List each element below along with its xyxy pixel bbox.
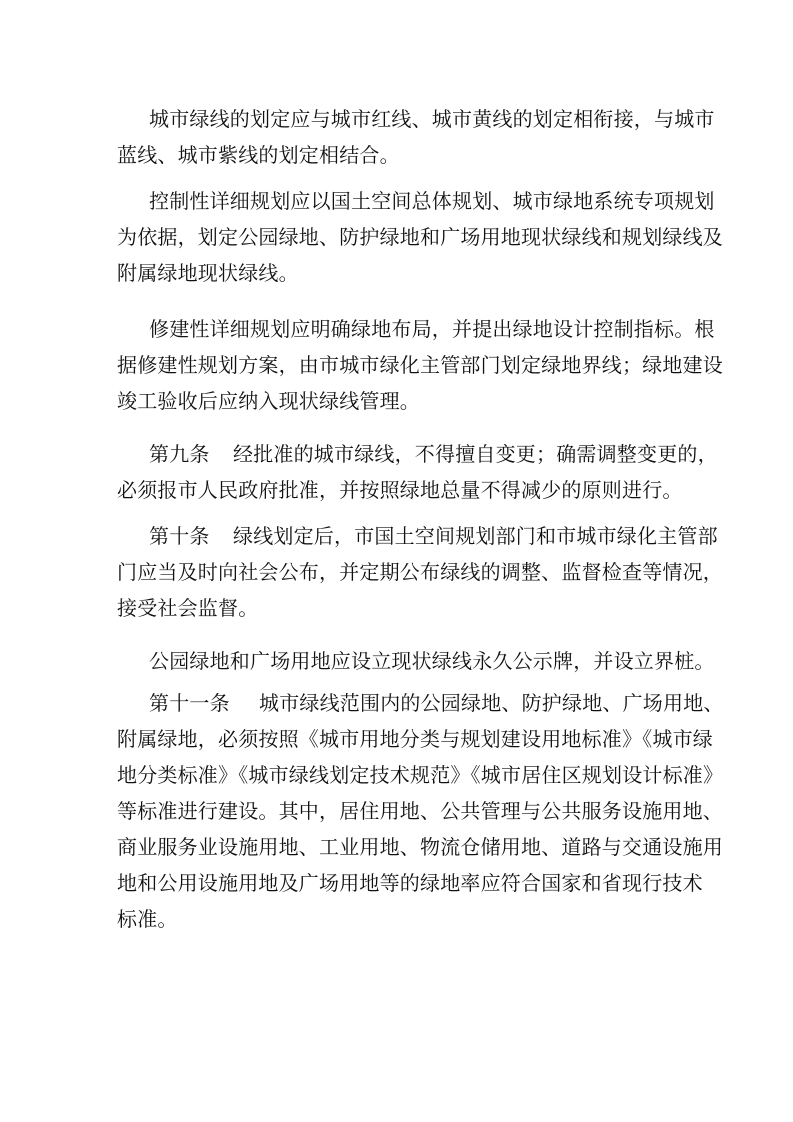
article-10 (117, 518, 723, 626)
text-line: 地分类标准》《城市绿线划定技术规范》《城市居住区规划设计标准》 (117, 763, 724, 787)
article-9 (117, 436, 718, 508)
text-line: 标准。 (117, 907, 178, 931)
article-11 (117, 685, 724, 937)
text-line: 控制性详细规划应以国土空间总体规划、城市绿地系统专项规划 (149, 189, 715, 213)
article-first-line (117, 518, 718, 554)
article-number: 第九条 (149, 442, 210, 466)
article-first-line (117, 685, 724, 721)
text-line: 地和公用设施用地及广场用地等的绿地率应符合国家和省现行技术 (117, 871, 703, 895)
text-line: 修建性详细规划应明确绿地布局，并提出绿地设计控制指标。根 (149, 317, 715, 341)
text-line: 为依据，划定公园绿地、防护绿地和广场用地现状绿线和规划绿线及 (117, 225, 723, 249)
text-run: 经批准的城市绿线，不得擅自变更；确需调整变更的， (233, 442, 718, 466)
article-first-line (117, 436, 718, 472)
text-line: 必须报市人民政府批准，并按照绿地总量不得减少的原则进行。 (117, 478, 683, 502)
paragraph-regulatory-plan (117, 183, 723, 291)
text-run: 城市绿线范围内的公园绿地、防护绿地、广场用地、 (259, 691, 724, 715)
text-line: 公园绿地和广场用地应设立现状绿线永久公示牌，并设立界桩。 (149, 649, 715, 673)
text-line: 附属绿地，必须按照《城市用地分类与规划建设用地标准》《城市绿 (117, 727, 713, 751)
text-line: 商业服务业设施用地、工业用地、物流仓储用地、道路与交通设施用 (117, 835, 723, 859)
text-line: 蓝线、城市紫线的划定相结合。 (117, 143, 400, 167)
text-line: 门应当及时向社会公布，并定期公布绿线的调整、监督检查等情况， (117, 560, 723, 584)
text-line: 据修建性规划方案，由市城市绿化主管部门划定绿地界线；绿地建设 (117, 353, 723, 377)
paragraph-site-plan (117, 311, 723, 419)
article-number: 第十一条 (149, 691, 230, 715)
text-line: 竣工验收后应纳入现状绿线管理。 (117, 389, 420, 413)
paragraph-greenline-coordination (117, 101, 715, 173)
paragraph-signboards (117, 643, 715, 679)
text-line: 等标准进行建设。其中，居住用地、公共管理与公共服务设施用地、 (117, 799, 723, 823)
text-line: 接受社会监督。 (117, 596, 259, 620)
article-number: 第十条 (149, 524, 210, 548)
text-run: 绿线划定后，市国土空间规划部门和市城市绿化主管部 (233, 524, 718, 548)
text-line: 城市绿线的划定应与城市红线、城市黄线的划定相衔接，与城市 (149, 107, 715, 131)
text-line: 附属绿地现状绿线。 (117, 261, 299, 285)
